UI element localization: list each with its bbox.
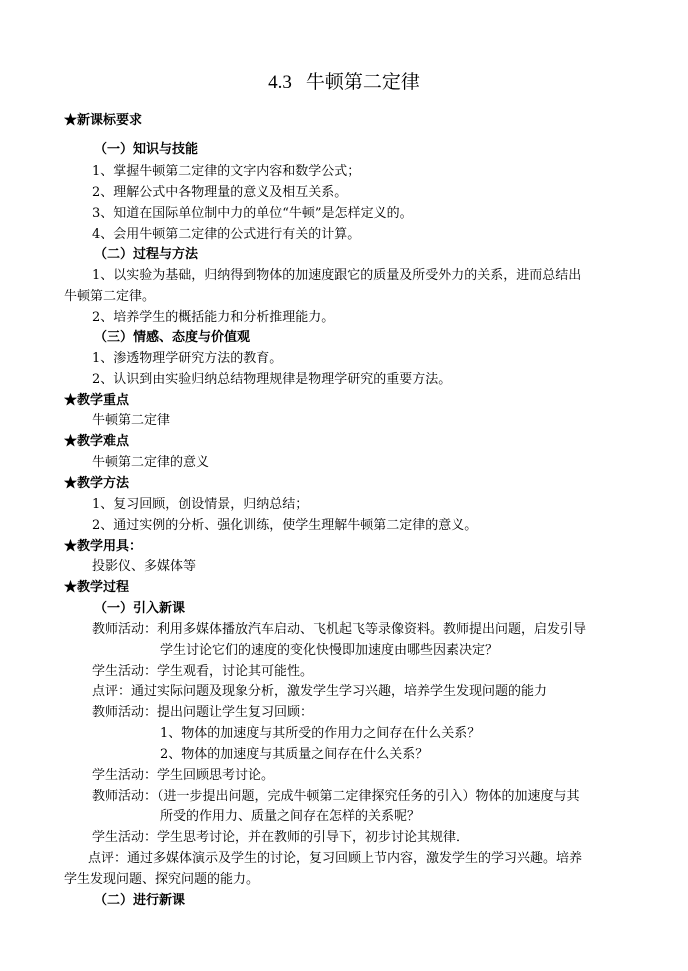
text-line: 牛顿第二定律的意义 xyxy=(92,455,210,470)
text-line: 教师活动：（进一步提出问题，完成牛顿第二定律探究任务的引入）物体的加速度与其 xyxy=(92,789,580,804)
text-line: 教师活动：提出问题让学生复习回顾： xyxy=(92,705,314,720)
text-line: 点评：通过多媒体演示及学生的讨论，复习回顾上节内容，激发学生的学习兴趣。培养 xyxy=(88,851,583,866)
text-line: 投影仪、多媒体等 xyxy=(92,559,197,574)
text-line: 所受的作用力、质量之间存在怎样的关系呢？ xyxy=(160,809,421,824)
text-line: 4、会用牛顿第二定律的公式进行有关的计算。 xyxy=(92,227,361,242)
text-line: 2、通过实例的分析、强化训练，使学生理解牛顿第二定律的意义。 xyxy=(92,518,478,533)
text-line: 1、以实验为基础，归纳得到物体的加速度跟它的质量及所受外力的关系，进而总结出 xyxy=(92,268,582,283)
text-line: 2、培养学生的概括能力和分析推理能力。 xyxy=(92,310,335,325)
heading-difficulties: ★教学难点 xyxy=(64,434,130,449)
text-line: 学生活动：学生回顾思考讨论。 xyxy=(92,768,275,783)
text-line: 1、物体的加速度与其所受的作用力之间存在什么关系？ xyxy=(160,726,481,741)
text-line: 1、掌握牛顿第二定律的文字内容和数学公式； xyxy=(92,164,361,179)
text-line: 2、物体的加速度与其质量之间存在什么关系？ xyxy=(160,747,429,762)
subheading-process-methods: （二）过程与方法 xyxy=(94,247,199,262)
text-line: 点评：通过实际问题及现象分析，激发学生学习兴趣，培养学生发现问题的能力 xyxy=(92,684,548,699)
subheading-intro: （一）引入新课 xyxy=(94,601,186,616)
text-line: 牛顿第二定律。 xyxy=(64,289,156,304)
text-line: 教师活动：利用多媒体播放汽车启动、飞机起飞等录像资料。教师提出问题，启发引导 xyxy=(92,622,587,637)
text-line: 学生发现问题、探究问题的能力。 xyxy=(64,872,260,887)
text-line: 1、渗透物理学研究方法的教育。 xyxy=(92,351,283,366)
heading-teaching-process: ★教学过程 xyxy=(64,580,130,595)
text-line: 2、理解公式中各物理量的意义及相互关系。 xyxy=(92,185,348,200)
text-line: 2、认识到由实验归纳总结物理规律是物理学研究的重要方法。 xyxy=(92,372,452,387)
section-title: 牛顿第二定律 xyxy=(305,71,420,93)
text-line: 牛顿第二定律 xyxy=(92,413,171,428)
heading-teaching-aids: ★教学用具： xyxy=(64,539,143,554)
heading-teaching-methods: ★教学方法 xyxy=(64,476,130,491)
text-line: 3、知道在国际单位制中力的单位“牛顿”是怎样定义的。 xyxy=(92,206,413,221)
subheading-knowledge-skills: （一）知识与技能 xyxy=(94,142,199,157)
text-line: 学生讨论它们的速度的变化快慢即加速度由哪些因素决定？ xyxy=(160,643,499,658)
section-number: 4.3 xyxy=(268,72,292,93)
text-line: 学生活动：学生思考讨论，并在教师的引导下，初步讨论其规律． xyxy=(92,830,470,845)
heading-curriculum-requirements: ★新课标要求 xyxy=(64,113,143,128)
subheading-new-lesson: （二）进行新课 xyxy=(94,893,186,908)
text-line: 学生活动：学生观看，讨论其可能性。 xyxy=(92,664,314,679)
page-title xyxy=(0,70,688,95)
heading-key-points: ★教学重点 xyxy=(64,393,130,408)
text-line: 1、复习回顾，创设情景，归纳总结； xyxy=(92,497,309,512)
subheading-emotion-attitude: （三）情感、态度与价值观 xyxy=(94,330,251,345)
